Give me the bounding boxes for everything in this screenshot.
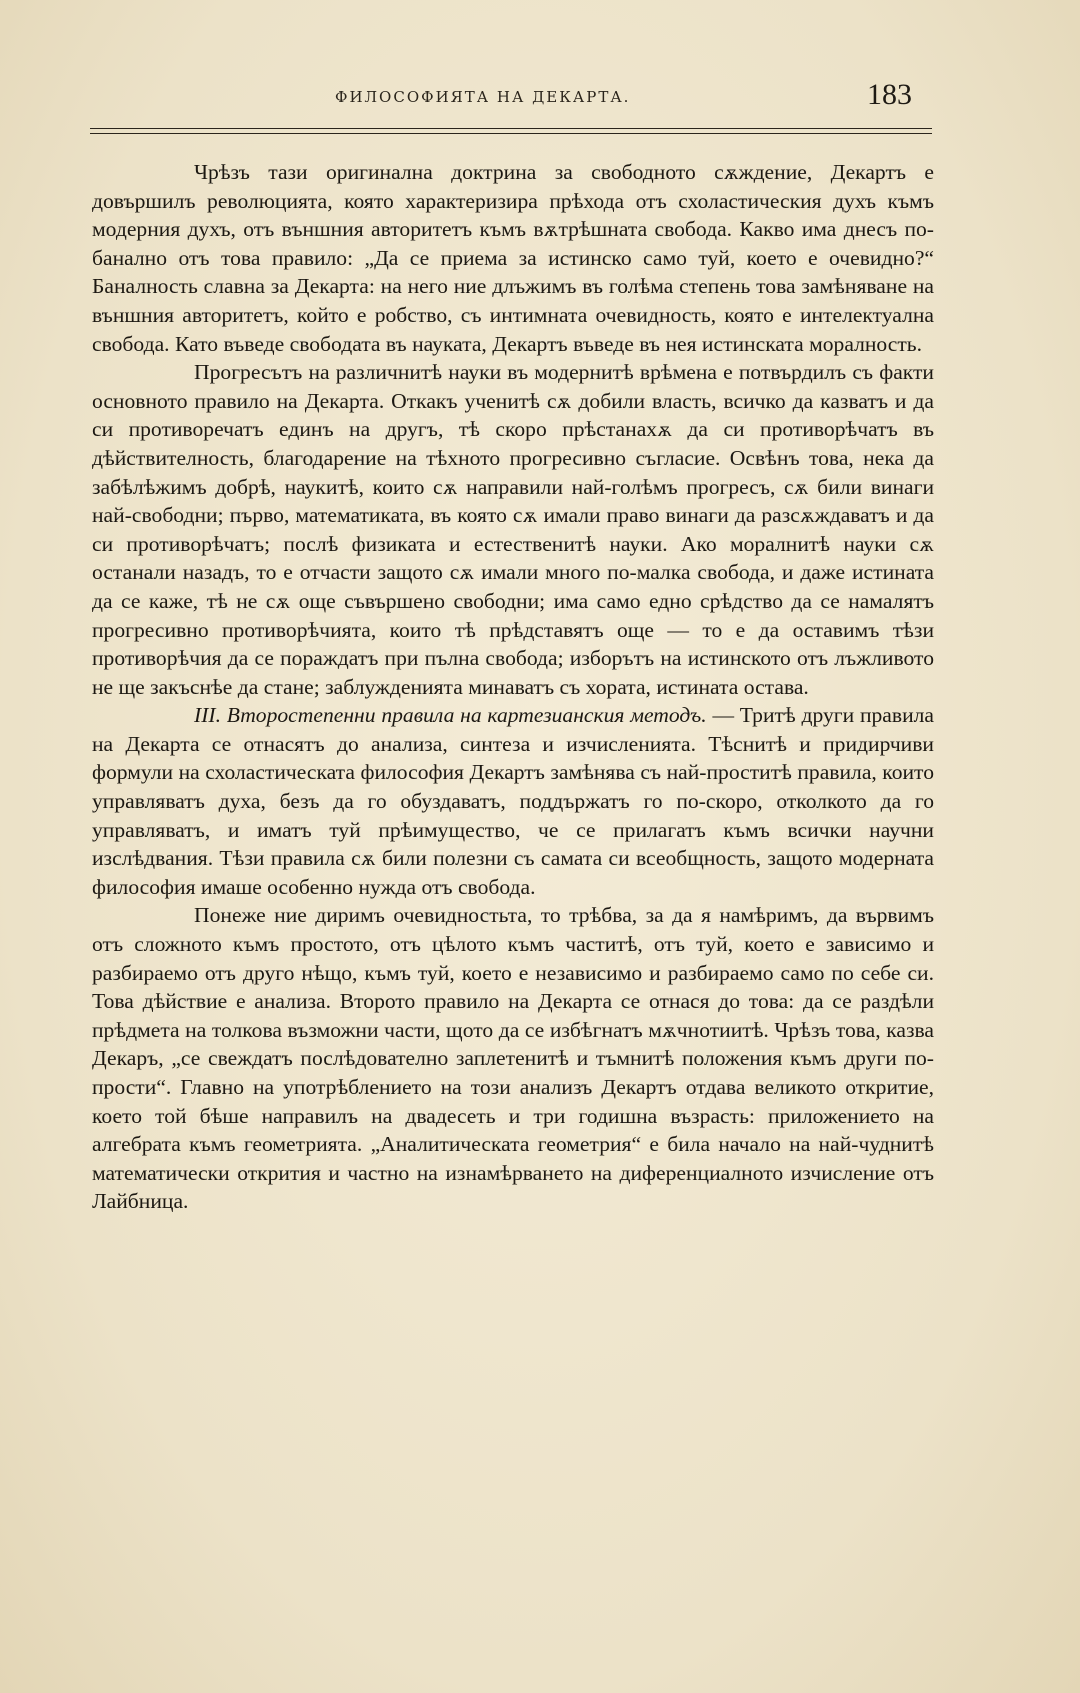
paragraph-4: Понеже ние диримъ очевидностьта, то трѣбва, за да я намѣримъ, да вървимъ отъ сложното къмъ простото, отъ цѣлото къмъ частитѣ, отъ туй, което е зависимо и разбираемо отъ друго нѣщо, къмъ туй, което е независимо и разбираемо само по себе си. Това дѣйствие е анализа. Второто правило на Декарта се отнася до това: да се раздѣли прѣдмета на толкова възможни части, щото да се избѣгнатъ мѫчнотиитѣ. Чрѣзъ това, казва Декаръ, „се свеждатъ послѣдователно заплетенитѣ и тъмнитѣ положения къмъ други по-прости“. Главно на употрѣблението на този анализъ Декартъ отдава великото откритие, което той бѣше направилъ на двадесеть и три годишна възрасть: приложението на алгебрата къмъ геометрията. „Аналитическата геометрия“ е била начало на най-чуднитѣ математически открития и частно на изнамѣрването на диференциалното изчисление отъ Лайбница. <box>92 903 934 1214</box>
page-number: 183 <box>867 78 912 111</box>
paragraph-3-text: — Тритѣ други правила на Декарта се отнасятъ до анализа, синтеза и изчисленията. Тѣснитѣ и придирчиви формули на схоластическата философия Декартъ замѣнява съ най-проститѣ правила, които управляватъ духа, безъ да го обуздаватъ, поддържатъ го по-скоро, отколкото да го управляватъ, и иматъ туй прѣимущество, че се прилагатъ къмъ всички научни изслѣдвания. Тѣзи правила сѫ били полезни съ самата си всеобщность, защото модерната философия имаше особенно нужда отъ свобода. <box>92 703 934 899</box>
body-text <box>92 158 934 1216</box>
paragraph-1: Чрѣзъ тази оригинална доктрина за свободното сѫждение, Декартъ е довършилъ революцията, която характеризира прѣхода отъ схоластическия духъ къмъ модерния духъ, отъ външния авторитетъ къмъ вѫтрѣшната свобода. Какво има днесъ по-банално отъ това правило: „Да се приема за истинско само туй, което е очевидно?“ Баналность славна за Декарта: на него ние длъжимъ въ голѣма степень това замѣняване на външния авторитетъ, който е робство, съ интимната очевидность, която е интелектуална свобода. Като въведе свободата въ науката, Декартъ въведе въ нея истинската моралность. <box>92 160 934 356</box>
header-rule-top <box>90 128 932 129</box>
paragraph-3 <box>92 701 934 901</box>
header-rule-bottom <box>90 133 932 134</box>
running-title: ФИЛОСОФИЯТА НА ДЕКАРТА. <box>335 88 631 106</box>
section-heading: III. Второстепенни правила на картезианския методъ. <box>194 703 707 728</box>
paragraph-2: Прогресътъ на различнитѣ науки въ модернитѣ врѣмена е потвърдилъ съ факти основното правило на Декарта. Откакъ ученитѣ сѫ добили власть, всичко да казватъ и да си противоречатъ единъ на другъ, тѣ скоро прѣстанахѫ да си противорѣчатъ въ дѣйствителность, благодарение на тѣхното прогресивно съгласие. Освѣнъ това, нека да забѣлѣжимъ добрѣ, наукитѣ, които сѫ направили най-голѣмъ прогресъ, сѫ били винаги най-свободни; първо, математиката, въ която сѫ имали право винаги да разсѫждаватъ и да си противорѣчатъ; послѣ физиката и естественитѣ науки. Ако моралнитѣ науки сѫ останали назадъ, то е отчасти защото сѫ имали много по-малка свобода, и даже истината да се каже, тѣ не сѫ още съвършено свободни; има само едно срѣдство да се намалятъ прогресивно противорѣчията, които тѣ прѣдставятъ още — то е да оставимъ тѣзи противорѣчия да се пораждатъ при пълна свобода; изборътъ на истинското отъ лъжливото не ще закъснѣе да стане; заблужденията минаватъ съ хората, истината остава. <box>92 360 934 699</box>
running-head <box>90 78 930 128</box>
